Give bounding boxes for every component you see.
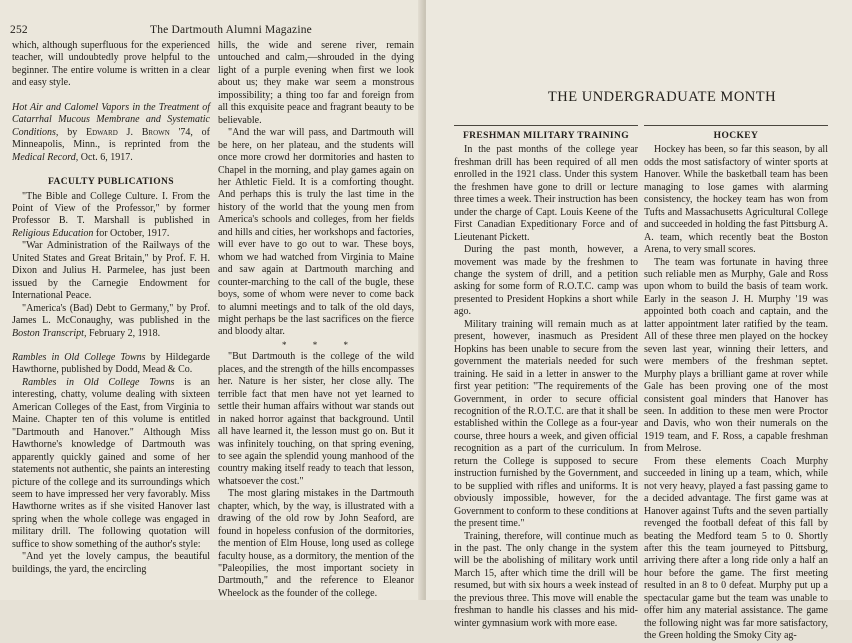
reprint-author: Edward J. Brown [86,126,170,138]
military-paragraph-1: In the past months of the college year freshman drill has been required of all men enrolled in the 1921 class. Under this system the freshmen have gone to drill or lecture three times a week. Their instruction has been under the charge of Capt. Louis Keene of the First Canadian Expeditionary Force and of Lieutenant Pickett. [454,144,638,243]
faculty-pub-3 [12,303,210,340]
rambles-title: Rambles in Old College Towns [12,351,146,363]
military-training-heading: FRESHMAN MILITARY TRAINING [462,131,630,141]
reprint-rest: '74, of Minneapolis, Minn., is reprinted from the [12,126,211,151]
reprint-source: Medical Record, [12,151,79,163]
reprint-by: by [67,126,78,138]
military-paragraph-2: During the past month, however, a movement was made by the freshmen to change the system of drill, and a petition asking for some form of R.O.T.C. camp was presented to President Hopkins a short while ago. [454,244,638,318]
column-rule-right [644,125,828,126]
reprint-date: Oct. 6, 1917. [80,151,133,163]
faculty-pub-3-date: February 2, 1918. [88,327,161,339]
quote-part-3: "But Dartmouth is the college of the wild places, and the strength of the hills encompasses her. Nature is her sister, her close ally. The terrible fact that men have not yet learned to settle their human affairs without war stands out in naked horror against that background. Until all have learned it, the lesson must go on. But it was infinitely touching, on that spring evening, to see again the splendid young manhood of the country making itself ready to teach that lesson, whatsoever the cost." [218,351,414,487]
quote-start: "And yet the lovely campus, the beautiful buildings, the yard, the encircling [12,551,210,575]
section-title: THE UNDERGRADUATE MONTH [547,89,777,105]
faculty-pub-2: "War Administration of the Railways of the United States and Great Britain," by Prof. F. H. Dixon and Julius H. Parmelee, has just been issued by the Carnegie Endowment for International Peace. [12,240,210,302]
hockey-paragraph-3: From these elements Coach Murphy succeeded in lining up a team, which, while not very heavy, played a fast passing game to a decided advantage. The first game was at Hanover against Tufts and the seven partially revenged the football defeat of this fall by beating the Medford team 5 to 0. Shortly after this the team journeyed to Pittsburg, arriving there after a long ride only a half an hour before the game. The first meeting resulted in an 8 to 0 defeat. Murphy put up a spectacular game but the team was unable to offer him any material assistance. The game the following night was far more satisfactory, the Green holding the Smoky City ag- [644,455,828,642]
left-page [0,0,424,600]
hockey-heading: HOCKEY [713,131,759,141]
right-page [426,0,852,642]
left-column-1 [12,40,210,576]
faculty-publications-heading: FACULTY PUBLICATIONS [48,177,174,188]
faculty-pub-1 [12,191,210,241]
rambles-citation [12,352,210,377]
quote-part-2: "And the war will pass, and Dartmouth will be here, on her plateau, and the students will once more crowd her dormitories and hasten to Chapel in the morning, and play games again on her Athletic Field. It is a comforting thought. And perhaps this is truly the last time in the history of the world that the young men from America's schools and colleges, from her fields and hills and cities, her workshops and factories, will ever have to go out to war. These boys, whom we had watched from Virginia to Maine and saw again at Dartmouth marching and counter-marching to the call of the bugle, these boys, some of whom were never to come back to alumni meetings and to talk of the old days, might perhaps be the last sacrifices on the fierce and bloody altar. [218,127,414,338]
hockey-paragraph-2: The team was fortunate in having three such reliable men as Murphy, Gale and Ross upon whom to build the basis of team work. Early in the season J. H. Murphy '19 was appointed both coach and captain, and the latter appointment later ratified by the team. All of these three men played on the hockey seven last year, winning their letters, and were members of the freshman septet. Murphy plays a brilliant game at rover while Gale has been proving one of the most consistent goal minders that Hanover has seen. In addition to these men were Proctor and Davis, who won their numerals on the 1919 team, and F. Ross, a capable freshman from Melrose. [644,256,828,455]
page-number: 252 [10,24,28,36]
faculty-pub-3-text: "America's (Bad) Debt to Germany," by Prof. James L. McConaughy, was published in the [12,302,210,327]
quote-part-1: hills, the wide and serene river, remain untouched and calm,—shrouded in the dying light of a purple evening when first we look about us; they make war seem a monstrous impossibility; a thing too far and foreign from all this exquisite peace and fragrant beauty to be believable. [218,40,414,126]
faculty-pub-3-source: Boston Transcript, [12,327,87,339]
hockey-column [644,130,828,643]
rambles-title-2: Rambles in Old College Towns [22,376,175,388]
rambles-review-body: is an interesting, chatty, volume dealing with sixteen American Colleges of the East, from Virginia to Maine. Chapter ten of this volume is entitled "Dartmouth and Hanover." Although Miss Hawthorne's knowledge of Dartmouth was apparently quickly gained and some of her statements not authentic, she paints an interesting picture of the college and its surroundings which seem to have impressed her very favorably. Miss Hawthorne writes as if she visited Hanover last spring when the whole college was engaged in military drill. The following quotation will suffice to show something of the author's style: [12,376,211,550]
magazine-title: The Dartmouth Alumni Magazine [150,24,312,36]
faculty-pub-1-date: for October, 1917. [95,227,170,239]
hockey-paragraph-1: Hockey has been, so far this season, by all odds the most satisfactory of winter sports at Hanover. While the basketball team has been managing to lose games with alarming consistency, the hockey team has won from Tufts and Massachusetts Agricultural College and succeeded in holding the fast Pittsburg A. A. team, which recently beat the Boston Arena, to very small scores. [644,144,828,256]
reprint-notice [12,102,210,164]
rambles-review [12,377,210,551]
faculty-pub-1-source: Religious Education [12,227,94,239]
column-rule-left [454,125,638,126]
faculty-pub-1-text: "The Bible and College Culture. I. From the Point of View of the Professor," by former Professor B. T. Marshall is published in [12,190,210,227]
mistakes-paragraph: The most glaring mistakes in the Dartmouth chapter, which, by the way, is illustrated with a drawing of the old row by John Seaford, are found in hopeless confusion of the dormitories, the mention of Elm House, long used as college faculty house, as a dormitory, the mention of the "Paleopilies, the most important society in Dartmouth," and the reference to Eleanor Wheelock as the founder of the college. [218,488,414,599]
military-paragraph-4: Training, therefore, will continue much as in the past. The only change in the system will be the abolishing of military work until March 15, after which time the drill will be resumed, but with six hours a week instead of the previous three. This move will enable the freshman to handle his classes and his mid-winter gymnasium work with more ease. [454,530,638,629]
military-training-column [454,130,638,630]
rambles-publisher: by Hildegarde Hawthorne, published by Dodd, Mead & Co. [12,351,210,376]
section-break-stars: * * * [282,339,360,350]
reprint-title: Hot Air and Calomel Vapors in the Treatment of Catarrhal Mucous Membrane and Systematic Conditions, [12,101,210,138]
left-column-2 [218,40,414,600]
review-ending: which, although superfluous for the experienced teacher, will undoubtedly prove helpful to the beginner. The entire volume is written in a clear and easy style. [12,40,210,89]
military-paragraph-3: Military training will remain much as at present, however, inasmuch as President Hopkins has been unable to secure from the government the materials needed for such training. He said in a letter in answer to the first year petition: "The requirements of the Government, in order to secure official recognition of the R.O.T.C. are that it shall be established within the College as a four-year course, three hours a week, and given official recognition as a part of the curriculum. In return the College is supposed to secure instruction furnished by the Government, and to be supplied with rifles and uniforms. It is obviously impossible, however, for the Government to conform to these conditions at the present time." [454,318,638,530]
